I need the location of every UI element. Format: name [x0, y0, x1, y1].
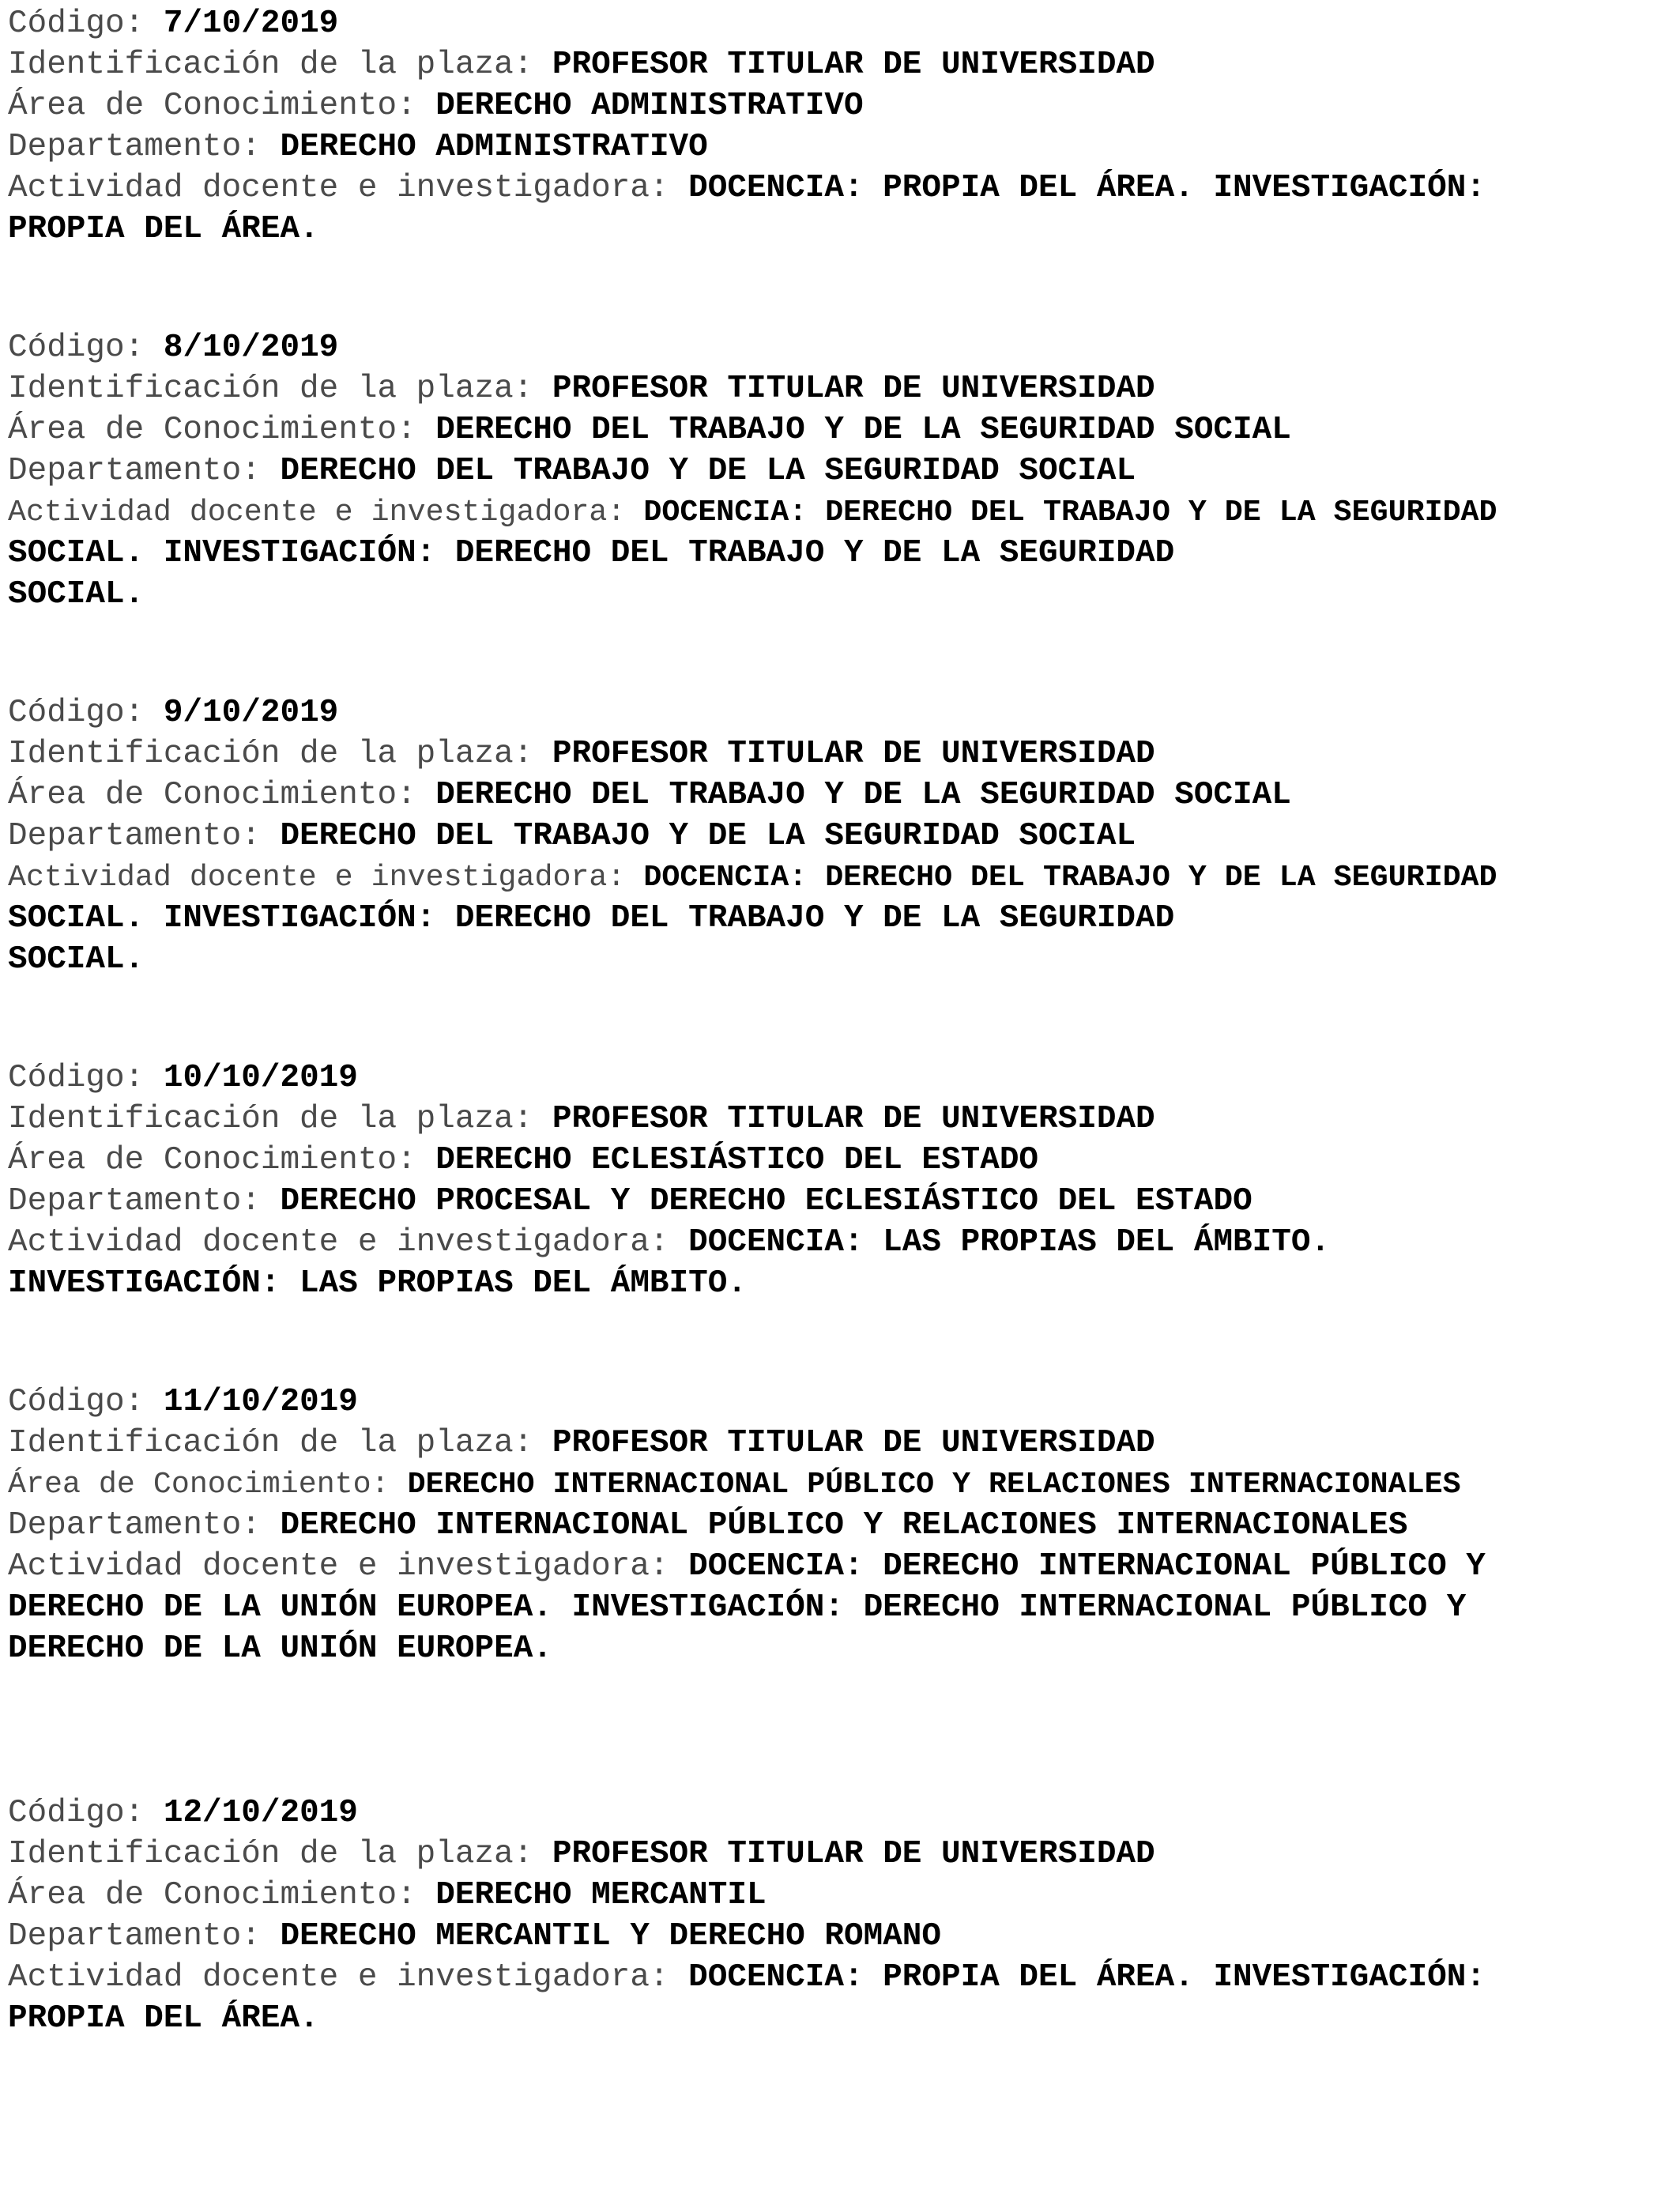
departamento-value: DERECHO DEL TRABAJO Y DE LA SEGURIDAD SOCIAL: [280, 818, 1136, 854]
actividad-value-3: SOCIAL.: [8, 576, 145, 613]
area-value: DERECHO MERCANTIL: [435, 1877, 767, 1913]
codigo-line: [8, 692, 1672, 733]
plaza-entry: [8, 1793, 1672, 2039]
codigo-line: [8, 1793, 1672, 1834]
entry-spacer: [8, 250, 1672, 327]
actividad-value-2: SOCIAL. INVESTIGACIÓN: DERECHO DEL TRABAJO Y DE LA SEGURIDAD: [8, 535, 1175, 571]
plaza-value: PROFESOR TITULAR DE UNIVERSIDAD: [552, 1425, 1155, 1461]
actividad-label: Actividad docente e investigadora:: [8, 1548, 689, 1585]
codigo-line: [8, 1382, 1672, 1423]
plaza-label: Identificación de la plaza:: [8, 47, 552, 83]
codigo-label: Código:: [8, 695, 164, 731]
plaza-label: Identificación de la plaza:: [8, 736, 552, 772]
plaza-line: [8, 1423, 1672, 1464]
departamento-value: DERECHO MERCANTIL Y DERECHO ROMANO: [280, 1918, 942, 1955]
codigo-label: Código:: [8, 1060, 164, 1096]
departamento-line: [8, 1181, 1672, 1222]
actividad-line: [8, 857, 1672, 898]
departamento-value: DERECHO ADMINISTRATIVO: [280, 129, 708, 165]
area-value: DERECHO DEL TRABAJO Y DE LA SEGURIDAD SOCIAL: [435, 412, 1291, 448]
plaza-line: [8, 1834, 1672, 1875]
plaza-label: Identificación de la plaza:: [8, 371, 552, 407]
departamento-label: Departamento:: [8, 1507, 281, 1544]
departamento-label: Departamento:: [8, 129, 281, 165]
codigo-value: 11/10/2019: [163, 1384, 358, 1420]
area-line: [8, 409, 1672, 450]
area-line: [8, 1140, 1672, 1181]
plaza-label: Identificación de la plaza:: [8, 1425, 552, 1461]
area-label: Área de Conocimiento:: [8, 412, 436, 448]
actividad-value-1: DOCENCIA: PROPIA DEL ÁREA. INVESTIGACIÓN:: [688, 170, 1486, 206]
actividad-value-2: PROPIA DEL ÁREA.: [8, 211, 319, 247]
departamento-value: DERECHO PROCESAL Y DERECHO ECLESIÁSTICO DEL ESTADO: [280, 1183, 1252, 1220]
entry-spacer: [8, 1669, 1672, 1793]
plaza-entry: [8, 3, 1672, 250]
departamento-value: DERECHO INTERNACIONAL PÚBLICO Y RELACIONES INTERNACIONALES: [280, 1507, 1408, 1544]
departamento-line: [8, 816, 1672, 857]
actividad-value-3: SOCIAL.: [8, 941, 145, 978]
entry-spacer: [8, 615, 1672, 692]
codigo-label: Código:: [8, 330, 164, 366]
document-page: [8, 3, 1672, 2039]
codigo-line: [8, 3, 1672, 44]
actividad-value-1: DOCENCIA: PROPIA DEL ÁREA. INVESTIGACIÓN:: [688, 1959, 1486, 1996]
plaza-line: [8, 733, 1672, 775]
plaza-value: PROFESOR TITULAR DE UNIVERSIDAD: [552, 1101, 1155, 1137]
actividad-value-3: DERECHO DE LA UNIÓN EUROPEA.: [8, 1630, 552, 1667]
area-line: [8, 85, 1672, 126]
area-label: Área de Conocimiento:: [8, 1467, 408, 1502]
area-label: Área de Conocimiento:: [8, 88, 436, 124]
area-label: Área de Conocimiento:: [8, 1877, 436, 1913]
departamento-label: Departamento:: [8, 818, 281, 854]
actividad-value-1: DOCENCIA: DERECHO INTERNACIONAL PÚBLICO Y: [688, 1548, 1486, 1585]
area-line: [8, 1464, 1672, 1505]
actividad-value-2: SOCIAL. INVESTIGACIÓN: DERECHO DEL TRABAJO Y DE LA SEGURIDAD: [8, 900, 1175, 937]
entry-spacer: [8, 1304, 1672, 1382]
plaza-line: [8, 44, 1672, 85]
actividad-value-2: PROPIA DEL ÁREA.: [8, 2000, 319, 2037]
actividad-label: Actividad docente e investigadora:: [8, 495, 644, 530]
codigo-value: 8/10/2019: [163, 330, 339, 366]
departamento-label: Departamento:: [8, 453, 281, 489]
codigo-value: 7/10/2019: [163, 6, 339, 42]
actividad-value-2: INVESTIGACIÓN: LAS PROPIAS DEL ÁMBITO.: [8, 1265, 747, 1302]
actividad-line: [8, 1546, 1672, 1587]
plaza-entry: [8, 1382, 1672, 1669]
actividad-value-1: DOCENCIA: DERECHO DEL TRABAJO Y DE LA SEGURIDAD: [643, 495, 1497, 530]
actividad-value-1: DOCENCIA: LAS PROPIAS DEL ÁMBITO.: [688, 1224, 1331, 1261]
actividad-line: [8, 492, 1672, 533]
plaza-label: Identificación de la plaza:: [8, 1836, 552, 1872]
plaza-line: [8, 1099, 1672, 1140]
departamento-line: [8, 126, 1672, 168]
plaza-value: PROFESOR TITULAR DE UNIVERSIDAD: [552, 736, 1155, 772]
codigo-line: [8, 327, 1672, 368]
plaza-line: [8, 368, 1672, 409]
actividad-line: [8, 1957, 1672, 1998]
plaza-value: PROFESOR TITULAR DE UNIVERSIDAD: [552, 1836, 1155, 1872]
plaza-entry: [8, 692, 1672, 980]
departamento-line: [8, 1505, 1672, 1546]
area-value: DERECHO DEL TRABAJO Y DE LA SEGURIDAD SOCIAL: [435, 777, 1291, 813]
area-value: DERECHO ADMINISTRATIVO: [435, 88, 864, 124]
area-label: Área de Conocimiento:: [8, 777, 436, 813]
plaza-label: Identificación de la plaza:: [8, 1101, 552, 1137]
actividad-label: Actividad docente e investigadora:: [8, 1959, 689, 1996]
departamento-line: [8, 1916, 1672, 1957]
codigo-label: Código:: [8, 6, 164, 42]
departamento-value: DERECHO DEL TRABAJO Y DE LA SEGURIDAD SOCIAL: [280, 453, 1136, 489]
plaza-value: PROFESOR TITULAR DE UNIVERSIDAD: [552, 47, 1155, 83]
area-value: DERECHO INTERNACIONAL PÚBLICO Y RELACIONES INTERNACIONALES: [407, 1467, 1461, 1502]
actividad-label: Actividad docente e investigadora:: [8, 860, 644, 895]
codigo-label: Código:: [8, 1384, 164, 1420]
plaza-entry: [8, 1057, 1672, 1304]
actividad-value-2: DERECHO DE LA UNIÓN EUROPEA. INVESTIGACIÓN: DERECHO INTERNACIONAL PÚBLICO Y: [8, 1589, 1467, 1626]
area-line: [8, 775, 1672, 816]
actividad-label: Actividad docente e investigadora:: [8, 1224, 689, 1261]
codigo-value: 10/10/2019: [163, 1060, 358, 1096]
plaza-entry: [8, 327, 1672, 615]
actividad-label: Actividad docente e investigadora:: [8, 170, 689, 206]
entry-spacer: [8, 980, 1672, 1057]
codigo-value: 12/10/2019: [163, 1795, 358, 1831]
plaza-value: PROFESOR TITULAR DE UNIVERSIDAD: [552, 371, 1155, 407]
actividad-value-1: DOCENCIA: DERECHO DEL TRABAJO Y DE LA SEGURIDAD: [643, 860, 1497, 895]
departamento-line: [8, 450, 1672, 492]
area-label: Área de Conocimiento:: [8, 1142, 436, 1178]
actividad-line: [8, 168, 1672, 209]
codigo-value: 9/10/2019: [163, 695, 339, 731]
area-value: DERECHO ECLESIÁSTICO DEL ESTADO: [435, 1142, 1039, 1178]
codigo-line: [8, 1057, 1672, 1099]
actividad-line: [8, 1222, 1672, 1263]
codigo-label: Código:: [8, 1795, 164, 1831]
area-line: [8, 1875, 1672, 1916]
departamento-label: Departamento:: [8, 1918, 281, 1955]
departamento-label: Departamento:: [8, 1183, 281, 1220]
